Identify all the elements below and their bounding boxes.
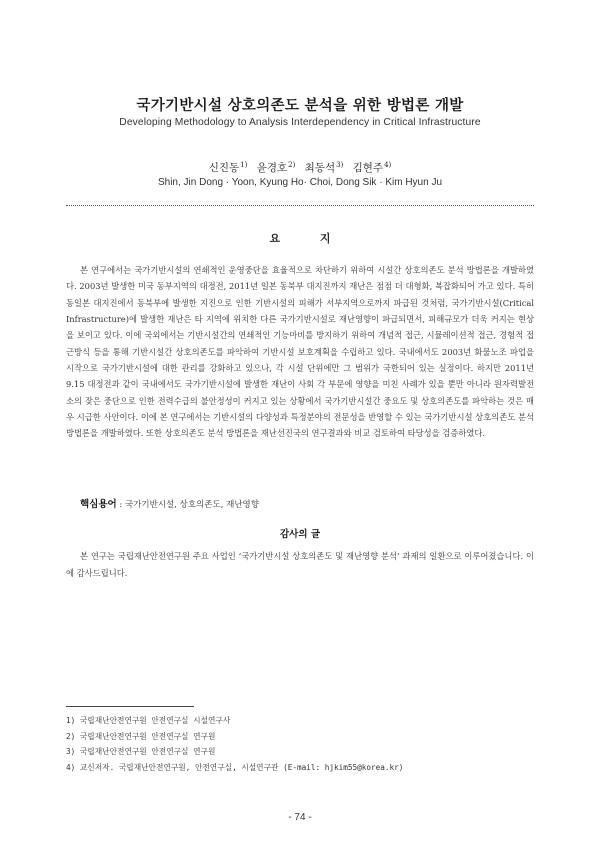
author-list-korean xyxy=(0,160,600,175)
dotted-divider xyxy=(66,205,534,206)
keywords xyxy=(80,496,540,510)
author-name: 윤경호$^{2)}$ xyxy=(256,161,296,174)
footnote: 2) 국립재난안전연구원 안전연구실 연구원 xyxy=(66,731,216,741)
footnote: 3) 국립재난안전연구원 안전연구실 연구원 xyxy=(66,747,216,756)
footnote-list xyxy=(66,713,534,775)
author-name: 신진동$^{1)}$ xyxy=(208,161,248,174)
abstract-heading: 요 지 xyxy=(269,232,349,245)
paper-title-korean: 국가기반시설 상호의존도 분석을 위한 방법론 개발 xyxy=(136,97,464,114)
footnote: 4) 교신저자. 국립재난안전연구원, 안전연구실, 시설연구관 (E-mail: hjkim55@korea.kr) xyxy=(66,762,404,772)
author-name: 김현주$^{4)}$ xyxy=(352,161,392,174)
footnote: 1) 국립재난안전연구원 안전연구실 시설연구사 xyxy=(66,716,231,725)
footnote-rule xyxy=(66,706,194,707)
keywords-separator: : xyxy=(119,500,123,510)
author-list-english: Shin, Jin Dong · Yoon, Kyung Ho· Choi, Dong Sik · Kim Hyun Ju xyxy=(157,177,443,188)
acknowledgement-heading: 감사의 글 xyxy=(279,529,320,540)
abstract-body: 본 연구에서는 국가기반시설의 연쇄적인 운영중단을 효율적으로 차단하기 위하여 시설간 상호의존도 분석 방법론을 개발하였다. 2003년 발생한 미국 동부지역의 대정전, 2011년 일본 동북부 대지진까지 재난은 점점 더 대형화, 복잡화되어 가고 있다. 특히 동일본 대지진에서 동북부에 발생한 지진으로 인한 기반시설의 피해가 서부지역으로까지 파급된 것처럼, 국가기반시설(Critical Infrastructure)에 발생한 재난은 타 지역에 위치한 다른 국가기반시설로 재난영향이 파급되면서, 피해규모가 더욱 커지는 현상을 보이고 있다. 이에 국외에서는 기반시설간의 연쇄적인 기능마비를 방지하기 위하여 개념적 접근, 시뮬레이션적 접근, 경험적 접근방식 등을 통해 기반시설간 상호의존도를 파악하여 기반시설 보호계획을 수립하고 있다. 국내에서도 2003년 화물노조 파업을 시작으로 국가기반시설에 대한 관리를 강화하고 있으나, 각 시설 단위에만 그 범위가 국한되어 있는 실정이다. 하지만 2011년 9.15 대정전과 같이 국내에서도 국가기반시설에 발생한 재난이 사회 각 부문에 영향을 미친 사례가 있을 뿐만 아니라 원자력발전소의 잦은 중단으로 인한 전력수급의 불안정성이 커지고 있는 상황에서 국가기반시설간 중요도 및 상호의존도를 파악하는 것은 매우 시급한 사안이다. 이에 본 연구에서는 기반시설의 다양성과 특정분야의 전문성을 반영할 수 있는 국가기반시설 상호의존도 분석 방법론을 개발하였다. 또한 상호의존도 분석 방법론을 재난선진국의 연구결과와 비교 검토하여 타당성을 검증하였다. xyxy=(66,265,534,439)
paper-title-english: Developing Methodology to Analysis Interdependency in Critical Infrastructure xyxy=(119,117,481,128)
acknowledgement-body: 본 연구는 국립재난안전연구원 주요 사업인 ‘국가기반시설 상호의존도 및 재난영향 분석’ 과제의 일환으로 이루어졌습니다. 이에 감사드립니다. xyxy=(66,551,534,578)
keywords-label: 핵심용어 xyxy=(80,499,117,510)
keywords-text: 국가기반시설, 상호의존도, 재난영향 xyxy=(125,500,259,510)
page-number: - 74 - xyxy=(288,812,312,823)
author-name: 최동석$^{3)}$ xyxy=(304,161,344,174)
